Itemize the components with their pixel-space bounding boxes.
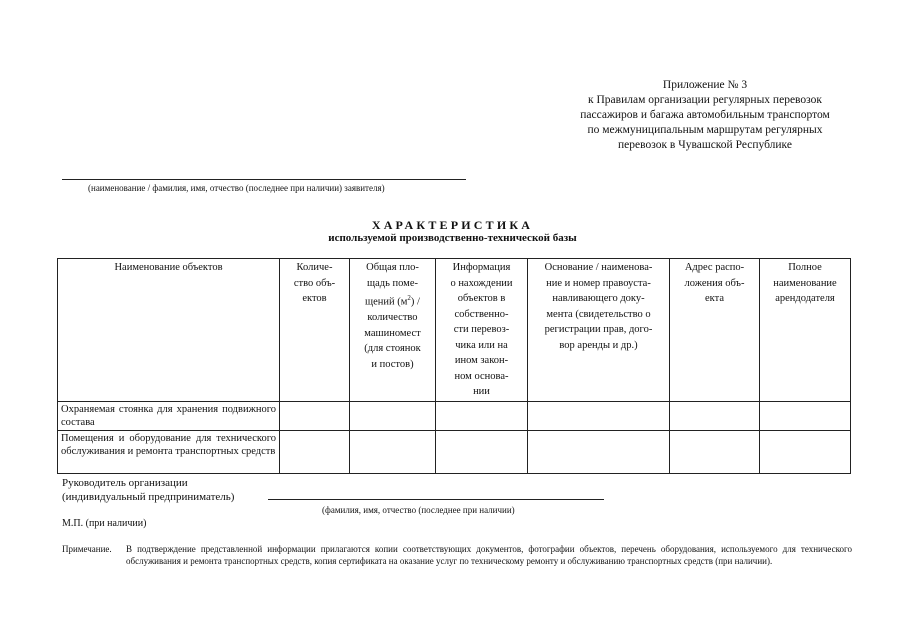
appendix-line: пассажиров и багажа автомобильным транспортом — [580, 109, 830, 121]
cell-empty[interactable] — [760, 401, 851, 430]
head-line1: Руководитель организации — [62, 477, 188, 489]
header-lessor: Полное наименование арендодателя — [760, 259, 851, 402]
head-caption: (фамилия, имя, отчество (последнее при наличии) — [322, 505, 515, 515]
header-object-count: Количе- ство объ- ектов — [280, 259, 350, 402]
appendix-line: к Правилам организации регулярных перевозок — [588, 94, 822, 106]
cell-empty[interactable] — [670, 401, 760, 430]
cell-empty[interactable] — [280, 401, 350, 430]
document-title: ХАРАКТЕРИСТИКА — [371, 218, 534, 232]
table-row — [58, 401, 851, 430]
cell-empty[interactable] — [760, 430, 851, 473]
head-line2: (индивидуальный предприниматель) — [62, 491, 235, 503]
cell-empty[interactable] — [436, 401, 528, 430]
applicant-caption: (наименование / фамилия, имя, отчество (последнее при наличии) заявителя) — [88, 183, 385, 193]
cell-empty[interactable] — [350, 430, 436, 473]
header-object-name: Наименование объектов — [58, 259, 280, 402]
header-legal-basis: Основание / наименова- ние и номер правоуста- навливающего доку- мента (свидетельство о регистрации прав, дого- вор аренды и др.) — [528, 259, 670, 402]
stamp-place: М.П. (при наличии) — [62, 518, 147, 529]
header-address: Адрес распо- ложения объ- екта — [670, 259, 760, 402]
cell-empty[interactable] — [436, 430, 528, 473]
table-header-row — [58, 259, 851, 402]
note-label: Примечание. — [62, 544, 112, 554]
appendix-line: по межмуниципальным маршрутам регулярных — [587, 124, 823, 136]
cell-empty[interactable] — [528, 430, 670, 473]
header-area: Общая пло- щадь поме- щений $(м^2)$ / количество машиномест (для стоянок и постов) — [350, 259, 436, 402]
header-ownership: Информация о нахождении объектов в собственно- сти перевоз- чика или на ином закон- ном основа- нии — [436, 259, 528, 402]
document-subtitle: используемой производственно-технической базы — [328, 232, 577, 244]
row-object-name: Охраняемая стоянка для хранения подвижного состава — [58, 401, 280, 430]
cell-empty[interactable] — [670, 430, 760, 473]
cell-empty[interactable] — [528, 401, 670, 430]
cell-empty[interactable] — [350, 401, 436, 430]
appendix-header — [540, 78, 870, 153]
cell-empty[interactable] — [280, 430, 350, 473]
head-of-organization — [62, 476, 234, 504]
characteristics-table — [57, 258, 851, 474]
table-row — [58, 430, 851, 473]
note-text: В подтверждение представленной информации прилагаются копии соответствующих документов, фотографии объектов, перечень оборудования, используемого для технического обслуживания и ремонта транспортных средств, копия сертификата на оказание услуг по техническому ремонту и обслуживанию транспортных средств (при наличии). — [126, 544, 852, 566]
applicant-signature-line — [62, 179, 466, 180]
row-object-name: Помещения и оборудование для технического обслуживания и ремонта транспортных средств — [58, 430, 280, 473]
head-signature-line — [268, 499, 604, 500]
appendix-line: Приложение № 3 — [662, 79, 748, 91]
appendix-line: перевозок в Чувашской Республике — [618, 139, 792, 151]
